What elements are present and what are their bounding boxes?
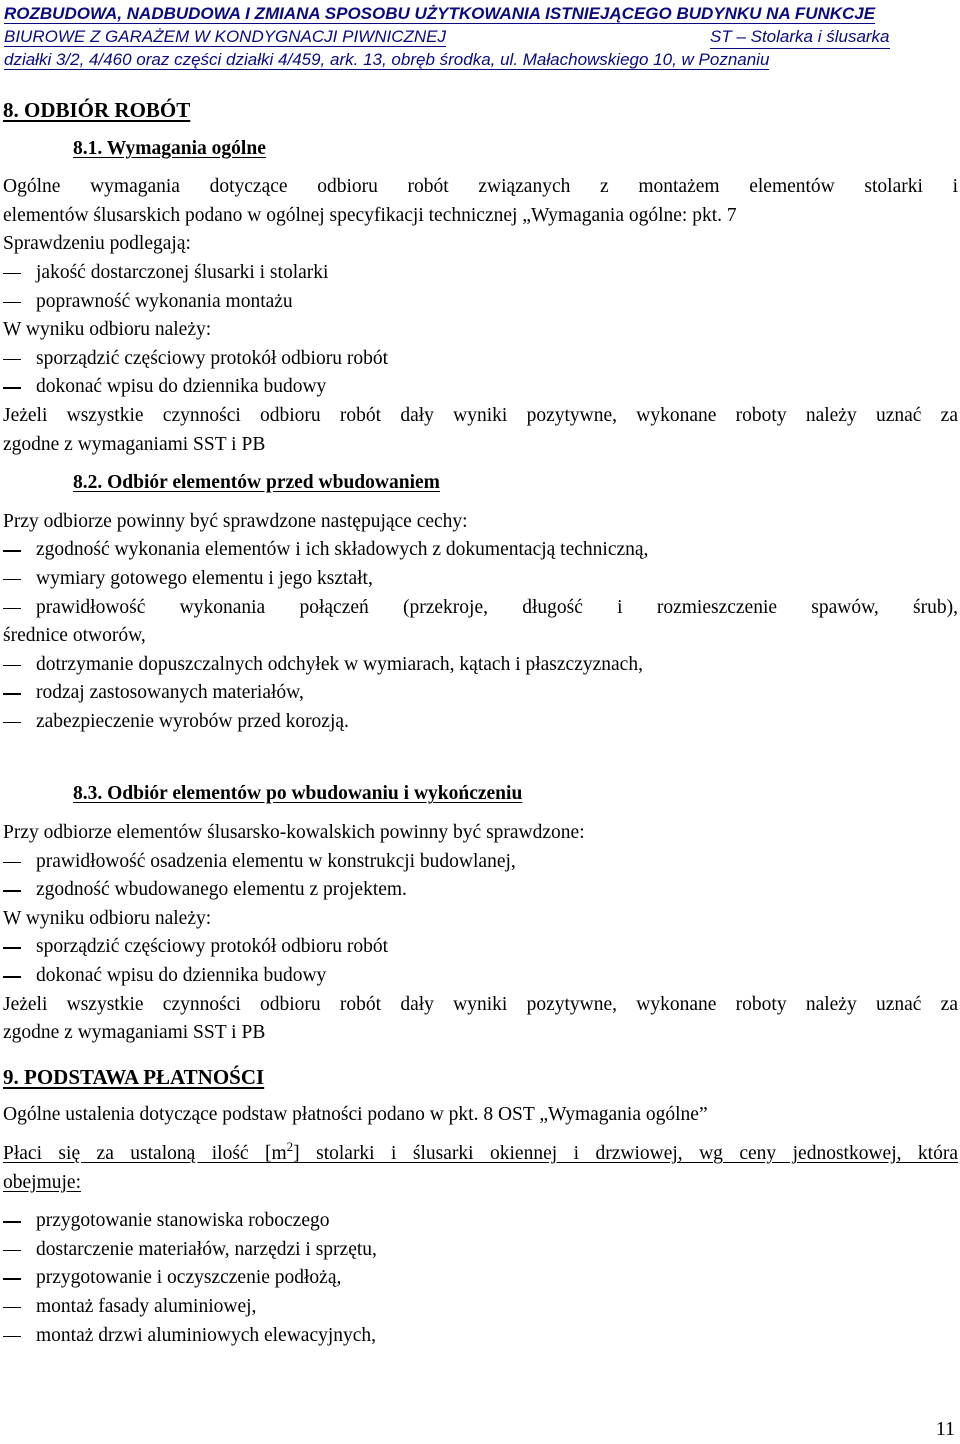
page-number: 11	[935, 1418, 955, 1440]
paragraph: zgodne z wymaganiami SST i PB	[3, 433, 266, 455]
document-header	[4, 2, 956, 71]
section-9-heading: 9. PODSTAWA PŁATNOŚCI	[3, 1064, 265, 1089]
paragraph: Ogólne ustalenia dotyczące podstaw płatności podano w pkt. 8 OST „Wymagania ogólne”	[3, 1104, 708, 1126]
list-item: rodzaj zastosowanych materiałów,	[3, 679, 958, 708]
list-item: zabezpieczenie wyrobów przed korozją.	[3, 708, 958, 737]
list-item: przygotowanie stanowiska roboczego	[3, 1207, 958, 1236]
list-intro: Przy odbiorze powinny być sprawdzone następujące cechy:	[3, 510, 468, 532]
paragraph: Płaci się za ustaloną ilość $[m^2]$ stolarki i ślusarki okiennej i drzwiowej, wg ceny jednostkowej, która	[3, 1139, 959, 1164]
paragraph: Jeżeli wszystkie czynności odbioru robót dały wyniki pozytywne, wykonane roboty należy uznać za	[3, 404, 958, 426]
document-body	[3, 96, 958, 1350]
list-item: dostarczenie materiałów, narzędzi i sprzętu,	[3, 1236, 958, 1265]
header-location: działki 3/2, 4/460 oraz części działki 4/459, ark. 13, obręb środka, ul. Małachowskiego 10, w Poznaniu	[4, 50, 770, 69]
header-line-2	[4, 25, 956, 48]
list-item: dotrzymanie dopuszczalnych odchyłek w wymiarach, kątach i płaszczyznach,	[3, 651, 958, 680]
section-8-heading: 8. ODBIÓR ROBÓT	[3, 98, 191, 122]
header-project-title: ROZBUDOWA, NADBUDOWA I ZMIANA SPOSOBU UŻYTKOWANIA ISTNIEJĄCEGO BUDYNKU NA FUNKCJE	[4, 4, 876, 23]
paragraph: zgodne z wymaganiami SST i PB	[3, 1022, 266, 1044]
list-item: dokonać wpisu do dziennika budowy	[3, 373, 958, 402]
list-intro: W wyniku odbioru należy:	[3, 907, 212, 929]
list-item: prawidłowość wykonania połączeń (przekroje, długość i rozmieszczenie spawów, śrub),	[3, 594, 958, 623]
list-item: prawidłowość osadzenia elementu w konstrukcji budowlanej,	[3, 848, 958, 877]
list-item: montaż fasady aluminiowej,	[3, 1293, 958, 1322]
list-item-continuation: średnice otworów,	[3, 625, 146, 647]
list-intro: Przy odbiorze elementów ślusarsko-kowalskich powinny być sprawdzone:	[3, 822, 585, 844]
section-8-3-heading: 8.3. Odbiór elementów po wbudowaniu i wykończeniu	[73, 783, 523, 805]
section-8-2-heading: 8.2. Odbiór elementów przed wbudowaniem	[73, 472, 440, 494]
list-intro: W wyniku odbioru należy:	[3, 319, 212, 341]
list-item: wymiary gotowego elementu i jego kształt,	[3, 565, 958, 594]
paragraph: elementów ślusarskich podano w ogólnej specyfikacji technicznej „Wymagania ogólne: pkt. 7	[3, 204, 737, 226]
paragraph: obejmuje:	[3, 1171, 81, 1193]
header-spec-name: ST – Stolarka i ślusarka	[710, 25, 890, 49]
list-item: dokonać wpisu do dziennika budowy	[3, 962, 958, 991]
list-item: montaż drzwi aluminiowych elewacyjnych,	[3, 1322, 958, 1351]
list-item: sporządzić częściowy protokół odbioru robót	[3, 345, 958, 374]
list-item: poprawność wykonania montażu	[3, 288, 958, 317]
paragraph: Jeżeli wszystkie czynności odbioru robót dały wyniki pozytywne, wykonane roboty należy uznać za	[3, 993, 958, 1015]
superscript: 2	[286, 1139, 294, 1154]
list-intro: Sprawdzeniu podlegają:	[3, 233, 191, 255]
header-project-subtitle: BIUROWE Z GARAŻEM W KONDYGNACJI PIWNICZNEJ	[4, 27, 447, 46]
list-item: zgodność wbudowanego elementu z projektem.	[3, 876, 958, 905]
list-item: jakość dostarczonej ślusarki i stolarki	[3, 259, 958, 288]
section-8-1-heading: 8.1. Wymagania ogólne	[73, 137, 266, 159]
list-item: przygotowanie i oczyszczenie podłożą,	[3, 1264, 958, 1293]
paragraph: Ogólne wymagania dotyczące odbioru robót związanych z montażem elementów stolarki i	[3, 176, 958, 198]
list-item: zgodność wykonania elementów i ich składowych z dokumentacją techniczną,	[3, 536, 958, 565]
list-item: sporządzić częściowy protokół odbioru robót	[3, 933, 958, 962]
